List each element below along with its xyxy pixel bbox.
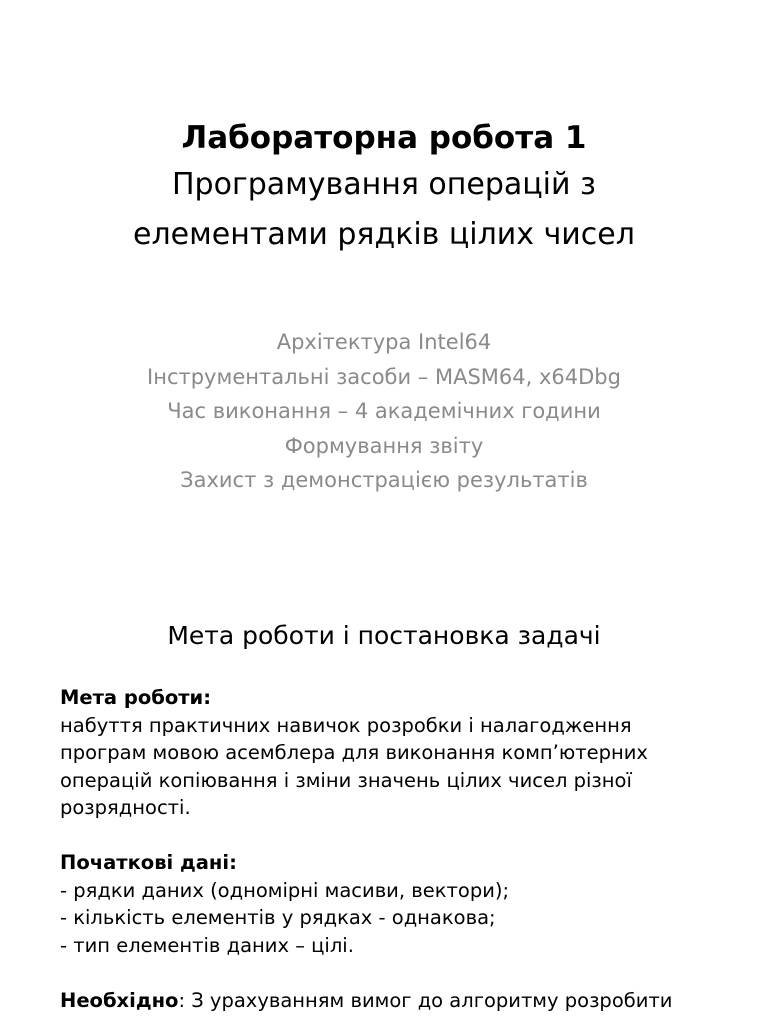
- lab-info-architecture: Архітектура Intel64: [276, 330, 492, 354]
- page-subtitle-line-1: Програмування операцій з: [172, 167, 596, 202]
- section-body: [60, 684, 750, 1014]
- required-paragraph: [60, 987, 750, 1015]
- section-title: Мета роботи і постановка задачі: [167, 621, 601, 650]
- required-label: Необхідно: [60, 988, 179, 1012]
- required-text: : З урахуванням вимог до алгоритму розробити: [178, 988, 673, 1012]
- initial-data-heading: Початкові дані:: [60, 851, 237, 874]
- lab-info-list: [0, 325, 768, 498]
- paragraph-gap: [60, 959, 750, 987]
- initial-data-item: - кількість елементів у рядках - однакова;: [60, 906, 496, 929]
- title-block: [0, 116, 768, 260]
- goal-line: набуття практичних навичок розробки і налагодження: [60, 713, 632, 737]
- page-subtitle-line-2: елементами рядків цілих чисел: [133, 217, 635, 252]
- initial-data-item: - рядки даних (одномірні масиви, вектори);: [60, 878, 510, 902]
- paragraph-gap: [60, 822, 750, 850]
- lab-info-duration: Час виконання – 4 академічних години: [167, 399, 601, 423]
- lab-info-report: Формування звіту: [284, 433, 484, 458]
- initial-data-item: - тип елементів даних – цілі.: [60, 933, 354, 957]
- goal-heading: Мета роботи:: [60, 686, 212, 709]
- goal-line: операцій копіювання і зміни значень цілих чисел різної: [60, 768, 632, 792]
- lab-info-tools: Інструментальні засоби – MASM64, x64Dbg: [147, 364, 621, 389]
- goal-line: програм мовою асемблера для виконання комп’ютерних: [60, 741, 648, 764]
- goal-line: розрядності.: [60, 796, 191, 819]
- lab-info-defense: Захист з демонстрацією результатів: [180, 468, 588, 492]
- page-title: Лабораторна робота 1: [181, 120, 587, 156]
